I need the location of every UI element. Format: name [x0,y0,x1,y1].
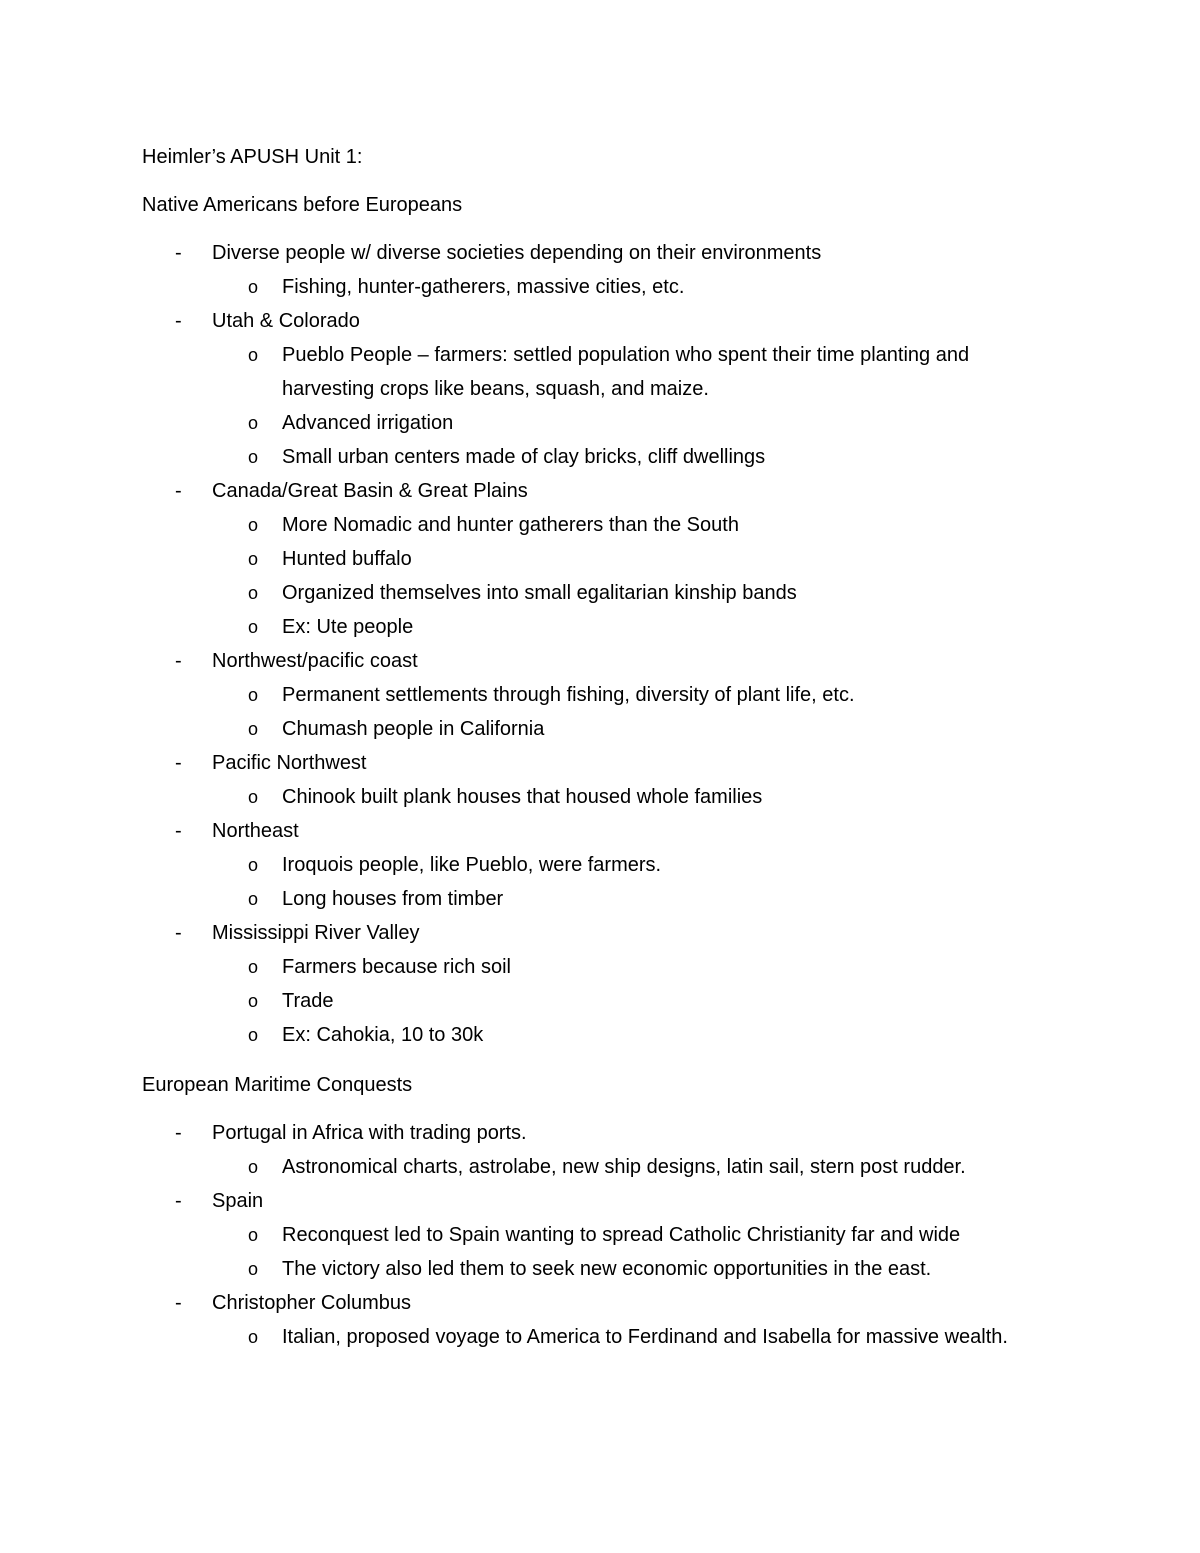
topic-text: Portugal in Africa with trading ports. [212,1122,527,1144]
circle-bullet-icon: o [248,889,259,909]
topic-item [142,644,1042,746]
subtopic-text: Farmers because rich soil [282,956,511,978]
subtopic-list [212,338,1042,474]
topic-text: Northeast [212,820,299,842]
circle-bullet-icon: o [248,447,259,467]
subtopic-text: Small urban centers made of clay bricks, cliff dwellings [282,446,766,468]
subtopic-text: Fishing, hunter-gatherers, massive cities, etc. [282,276,685,298]
subtopic-text: Chumash people in California [282,718,545,740]
subtopic-text: Organized themselves into small egalitarian kinship bands [282,582,797,604]
document-section [142,188,1042,1052]
subtopic-item [212,1218,1042,1252]
circle-bullet-icon: o [248,583,259,603]
topic-item [142,746,1042,814]
subtopic-text: Reconquest led to Spain wanting to spread Catholic Christianity far and wide [282,1224,961,1246]
circle-bullet-icon: o [248,1327,259,1347]
subtopic-item [212,440,1042,474]
subtopic-text: Chinook built plank houses that housed whole families [282,786,763,808]
subtopic-list [212,848,1042,916]
topic-item [142,474,1042,644]
topic-item [142,814,1042,916]
circle-bullet-icon: o [248,957,259,977]
document-section [142,1068,1042,1354]
subtopic-item [212,270,1042,304]
subtopic-list [212,270,1042,304]
dash-bullet-icon: - [175,820,182,842]
dash-bullet-icon: - [175,310,182,332]
circle-bullet-icon: o [248,1025,259,1045]
subtopic-text: More Nomadic and hunter gatherers than the South [282,514,739,536]
dash-bullet-icon: - [175,752,182,774]
document-sections [142,188,1042,1354]
circle-bullet-icon: o [248,1225,259,1245]
circle-bullet-icon: o [248,855,259,875]
circle-bullet-icon: o [248,345,259,365]
subtopic-text: Hunted buffalo [282,548,412,570]
subtopic-text: Italian, proposed voyage to America to Ferdinand and Isabella for massive wealth. [282,1326,1008,1348]
circle-bullet-icon: o [248,549,259,569]
subtopic-item [212,882,1042,916]
subtopic-list [212,678,1042,746]
subtopic-text: Ex: Ute people [282,616,414,638]
topic-text: Canada/Great Basin & Great Plains [212,480,528,502]
subtopic-item [212,950,1042,984]
subtopic-text: Advanced irrigation [282,412,454,434]
dash-bullet-icon: - [175,242,182,264]
subtopic-text: Trade [282,990,334,1012]
subtopic-item [212,1320,1042,1354]
subtopic-list [212,950,1042,1052]
circle-bullet-icon: o [248,991,259,1011]
dash-bullet-icon: - [175,1122,182,1144]
document-content [142,140,1042,1354]
dash-bullet-icon: - [175,1190,182,1212]
subtopic-list [212,1320,1042,1354]
subtopic-text: Permanent settlements through fishing, diversity of plant life, etc. [282,684,855,706]
subtopic-item [212,678,1042,712]
subtopic-text: Pueblo People – farmers: settled population who spent their time planting and harvesting crops like beans, squash, and maize. [282,344,970,400]
subtopic-text: Astronomical charts, astrolabe, new ship designs, latin sail, stern post rudder. [282,1156,966,1178]
circle-bullet-icon: o [248,1157,259,1177]
subtopic-list [212,1150,1042,1184]
subtopic-item [212,406,1042,440]
topic-item [142,1116,1042,1184]
subtopic-list [212,1218,1042,1286]
topic-text: Diverse people w/ diverse societies depending on their environments [212,242,822,264]
subtopic-item [212,984,1042,1018]
topic-list [142,1116,1042,1354]
circle-bullet-icon: o [248,413,259,433]
circle-bullet-icon: o [248,1259,259,1279]
topic-item [142,236,1042,304]
topic-text: Christopher Columbus [212,1292,411,1314]
subtopic-item [212,1252,1042,1286]
dash-bullet-icon: - [175,922,182,944]
subtopic-item [212,712,1042,746]
topic-text: Spain [212,1190,264,1212]
topic-list [142,236,1042,1052]
subtopic-text: Ex: Cahokia, 10 to 30k [282,1024,484,1046]
document-title: Heimler’s APUSH Unit 1: [142,146,363,168]
subtopic-text: Long houses from timber [282,888,504,910]
topic-text: Pacific Northwest [212,752,367,774]
subtopic-item [212,576,1042,610]
subtopic-list [212,780,1042,814]
subtopic-item [212,848,1042,882]
dash-bullet-icon: - [175,480,182,502]
circle-bullet-icon: o [248,277,259,297]
section-heading: Native Americans before Europeans [142,194,463,216]
circle-bullet-icon: o [248,719,259,739]
topic-item [142,304,1042,474]
subtopic-item [212,542,1042,576]
topic-item [142,1286,1042,1354]
circle-bullet-icon: o [248,787,259,807]
topic-text: Northwest/pacific coast [212,650,418,672]
circle-bullet-icon: o [248,685,259,705]
subtopic-list [212,508,1042,644]
topic-text: Mississippi River Valley [212,922,420,944]
subtopic-item [212,338,1042,406]
dash-bullet-icon: - [175,1292,182,1314]
subtopic-item [212,1018,1042,1052]
subtopic-item [212,780,1042,814]
subtopic-text: Iroquois people, like Pueblo, were farmers. [282,854,662,876]
subtopic-item [212,610,1042,644]
section-heading: European Maritime Conquests [142,1074,413,1096]
topic-text: Utah & Colorado [212,310,360,332]
topic-item [142,916,1042,1052]
subtopic-item [212,508,1042,542]
topic-item [142,1184,1042,1286]
circle-bullet-icon: o [248,617,259,637]
circle-bullet-icon: o [248,515,259,535]
dash-bullet-icon: - [175,650,182,672]
subtopic-item [212,1150,1042,1184]
subtopic-text: The victory also led them to seek new economic opportunities in the east. [282,1258,932,1280]
